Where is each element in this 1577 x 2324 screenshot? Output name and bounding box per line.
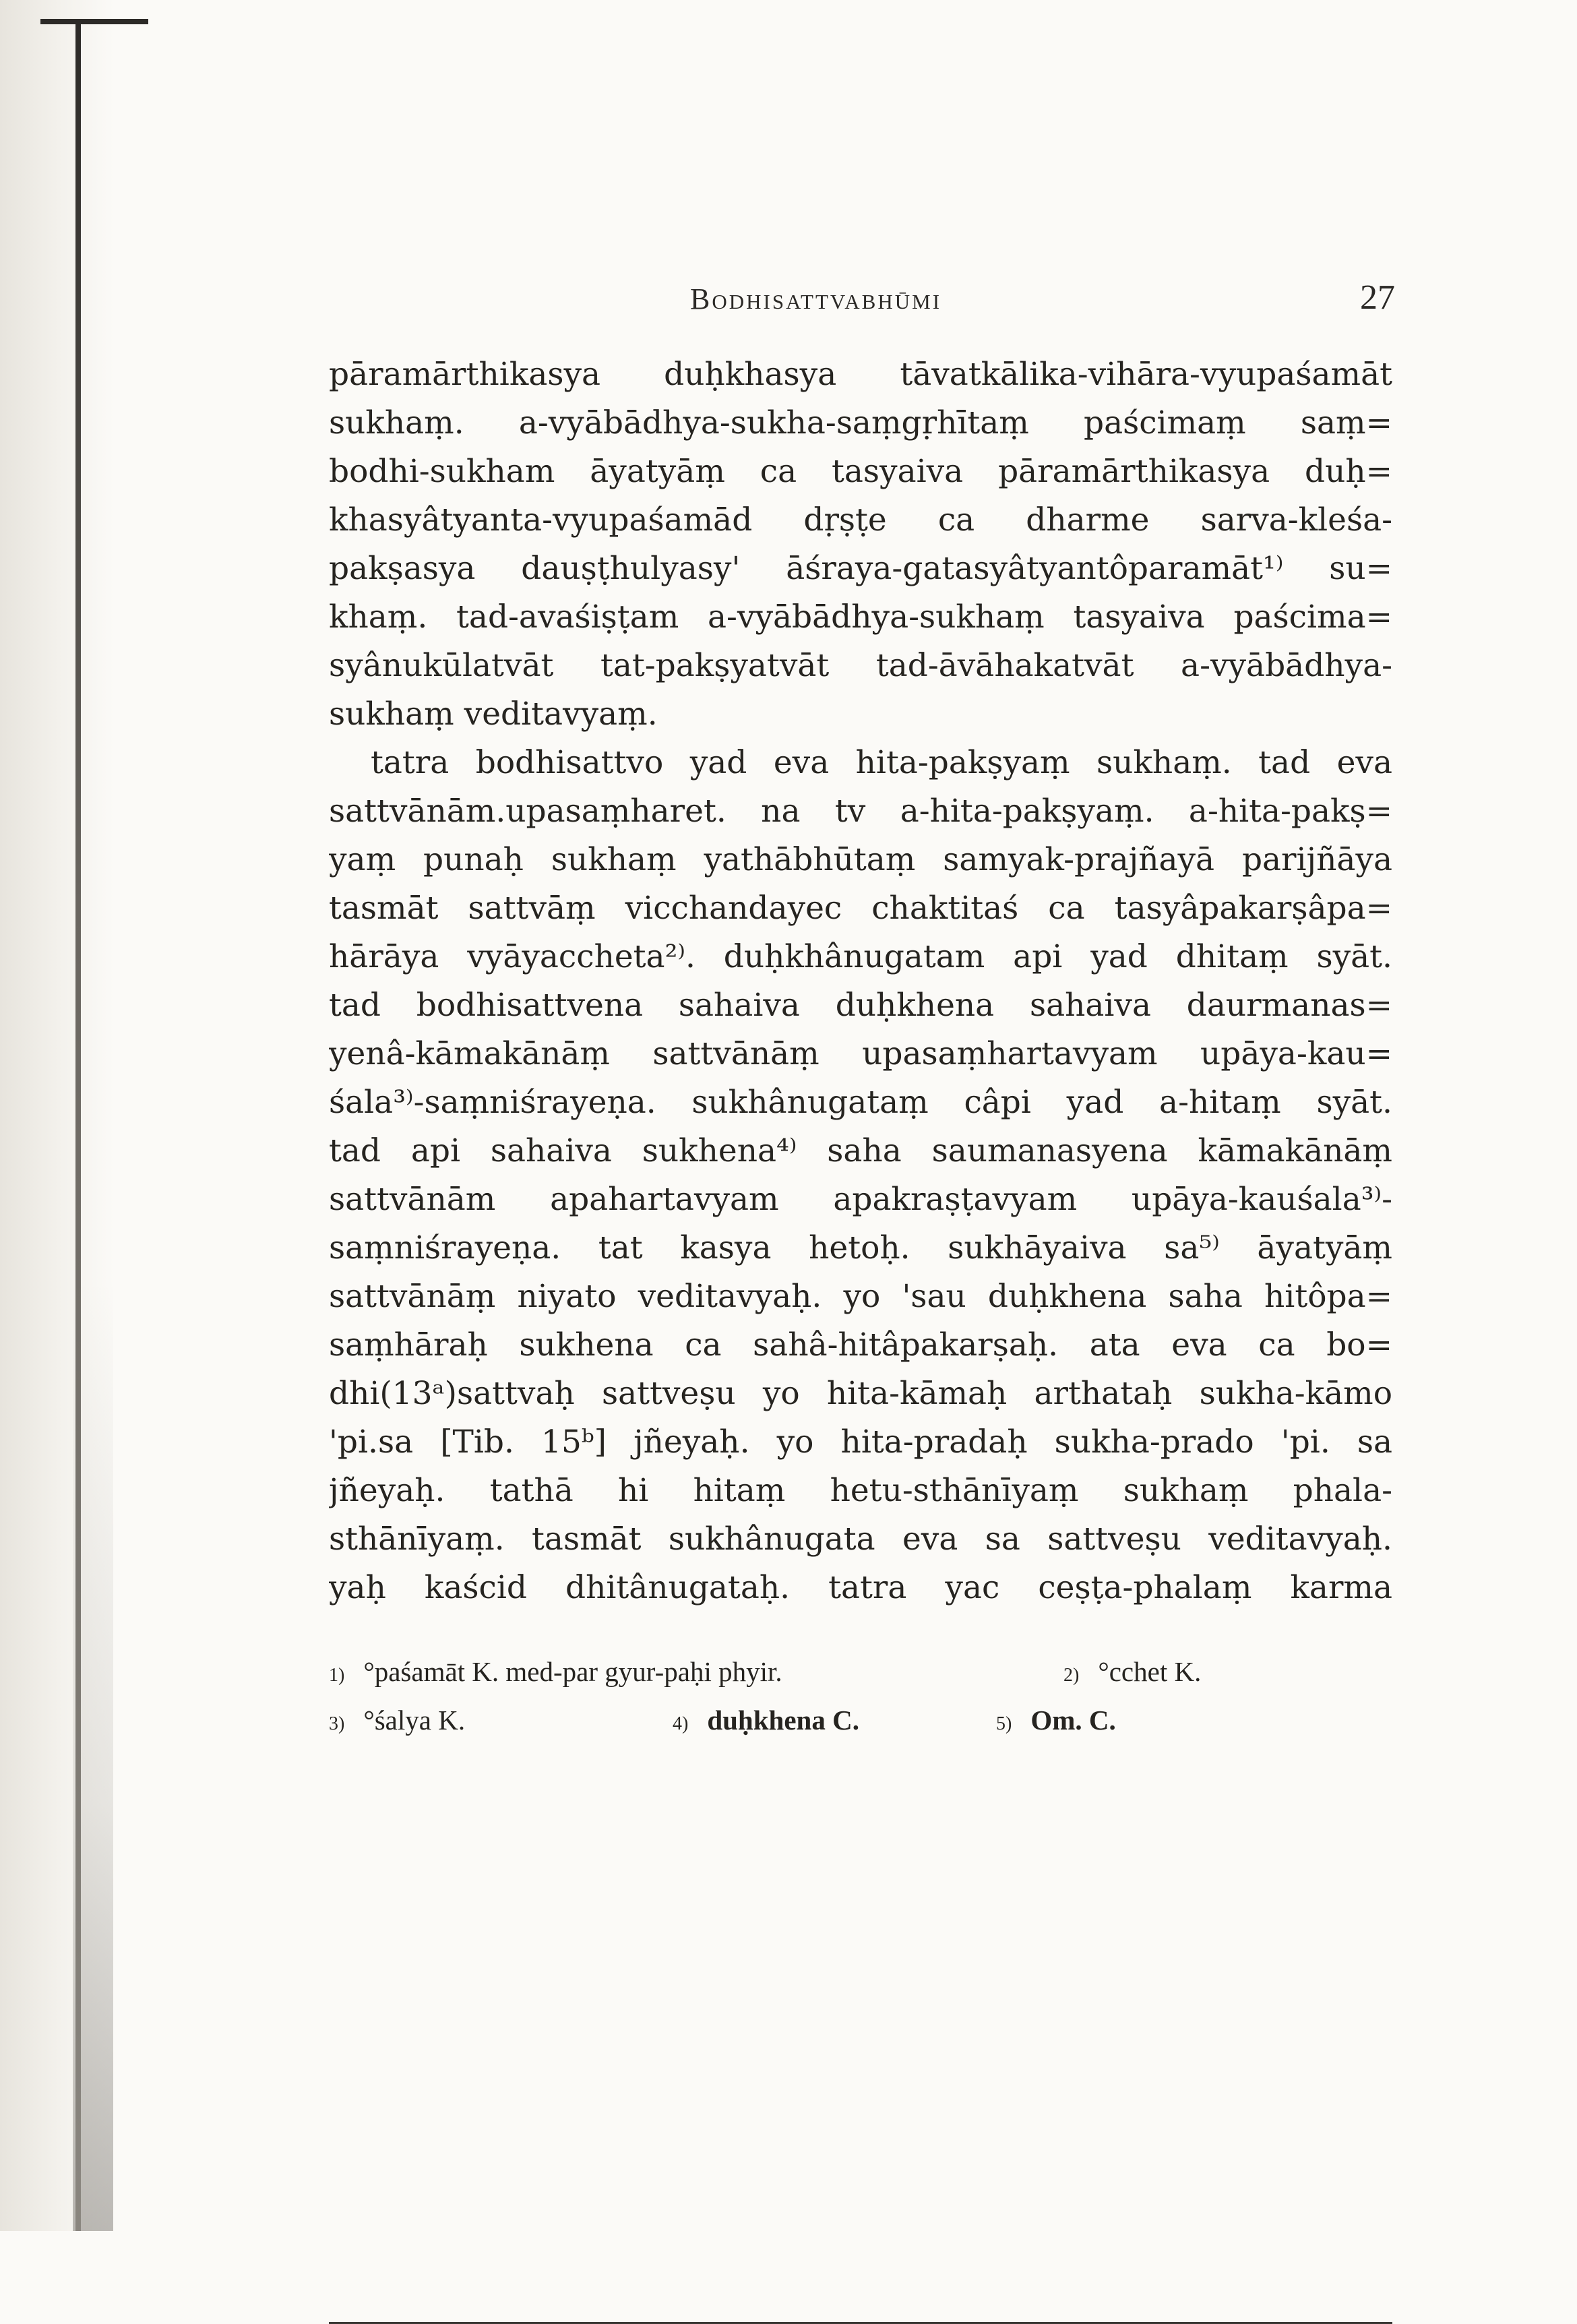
footnote-text: °śalya K.	[363, 1705, 466, 1736]
footnote-text: °paśamāt K. med-par gyur-paḥi phyir.	[363, 1656, 782, 1687]
text-line: dhi(13ᵃ)sattvaḥ sattveṣu yo hita-kāmaḥ arthataḥ sukha-kāmo	[329, 1375, 1392, 1412]
text-line: saṃhāraḥ sukhena ca sahâ-hitâpakarṣaḥ. ata eva ca bo=	[329, 1326, 1392, 1364]
footnote-text: duḥkhena C.	[707, 1705, 859, 1736]
running-head-title: Bodhisattvabhūmi	[690, 282, 942, 315]
text-line: yenâ-kāmakānāṃ sattvānāṃ upasaṃhartavyam upāya-kau=	[329, 1035, 1392, 1072]
text-line: khaṃ. tad-avaśiṣṭam a-vyābādhya-sukhaṃ tasyaiva paścima=	[329, 599, 1392, 636]
footnote-text: °cchet K.	[1098, 1656, 1202, 1687]
text-line: tasmāt sattvāṃ vicchandayec chaktitaś ca tasyâpakarṣâpa=	[329, 890, 1392, 927]
footnote-mark: 3)	[329, 1713, 345, 1734]
text-line: sattvānām apahartavyam apakraṣṭavyam upāya-kauśala³⁾-	[329, 1181, 1392, 1218]
text-line: pakṣasya dauṣṭhulyasy' āśraya-gatasyâtyantôparamāt¹⁾ su=	[329, 550, 1392, 587]
text-line: hārāya vyāyaccheta²⁾. duḥkhânugatam api yad dhitaṃ syāt.	[329, 938, 1392, 975]
footnote-block	[329, 0, 1392, 2231]
page-edge-left-mark	[75, 19, 81, 2231]
footnote-4	[673, 1704, 859, 1736]
text-line: sthānīyaṃ. tasmāt sukhânugata eva sa sattveṣu veditavyaḥ.	[329, 1521, 1392, 1558]
text-line: sukhaṃ. a-vyābādhya-sukha-saṃgṛhītaṃ paścimaṃ saṃ=	[329, 404, 1392, 441]
text-line: saṃniśrayeṇa. tat kasya hetoḥ. sukhāyaiva sa⁵⁾ āyatyāṃ	[329, 1229, 1392, 1266]
text-line: syânukūlatvāt tat-pakṣyatvāt tad-āvāhakatvāt a-vyābādhya-	[329, 647, 1392, 684]
text-line: yaḥ kaścid dhitânugataḥ. tatra yac ceṣṭa-phalaṃ karma	[329, 1569, 1392, 1606]
text-line: 'pi.sa [Tib. 15ᵇ] jñeyaḥ. yo hita-pradaḥ sukha-prado 'pi. sa	[329, 1424, 1392, 1461]
footnote-mark: 1)	[329, 1665, 345, 1686]
footnote-2	[1063, 1655, 1201, 1688]
text-line: śala³⁾-saṃniśrayeṇa. sukhânugataṃ câpi yad a-hitaṃ syāt.	[329, 1084, 1392, 1121]
page-number: 27	[1360, 278, 1395, 317]
footnote-3	[329, 1704, 465, 1736]
footnote-mark: 2)	[1063, 1665, 1080, 1686]
text-line: pāramārthikasya duḥkhasya tāvatkālika-vihāra-vyupaśamāt	[329, 356, 1392, 393]
text-line: khasyâtyanta-vyupaśamād dṛṣṭe ca dharme sarva-kleśa-	[329, 501, 1392, 539]
text-line: jñeyaḥ. tathā hi hitaṃ hetu-sthānīyaṃ sukhaṃ phala-	[329, 1472, 1392, 1509]
text-line: yaṃ punaḥ sukhaṃ yathābhūtaṃ samyak-prajñayā parijñāya	[329, 841, 1392, 878]
footnote-mark: 5)	[996, 1713, 1012, 1734]
text-line: tad api sahaiva sukhena⁴⁾ saha saumanasyena kāmakānāṃ	[329, 1132, 1392, 1169]
text-line: tad bodhisattvena sahaiva duḥkhena sahaiva daurmanas=	[329, 987, 1392, 1024]
footnote-text: Om. C.	[1030, 1705, 1116, 1736]
text-line: bodhi-sukham āyatyāṃ ca tasyaiva pāramārthikasya duḥ=	[329, 453, 1392, 490]
text-line: sukhaṃ veditavyaṃ.	[329, 696, 658, 733]
text-line: sattvānām.upasaṃharet. na tv a-hita-pakṣyaṃ. a-hita-pakṣ=	[329, 793, 1392, 830]
text-line: tatra bodhisattvo yad eva hita-pakṣyaṃ sukhaṃ. tad eva	[371, 744, 1392, 781]
page-edge-top-mark	[40, 19, 148, 24]
footnote-5	[996, 1704, 1116, 1736]
footnote-1	[329, 1655, 782, 1688]
footnote-mark: 4)	[673, 1713, 689, 1734]
text-line: sattvānāṃ niyato veditavyaḥ. yo 'sau duḥkhena saha hitôpa=	[329, 1278, 1392, 1315]
